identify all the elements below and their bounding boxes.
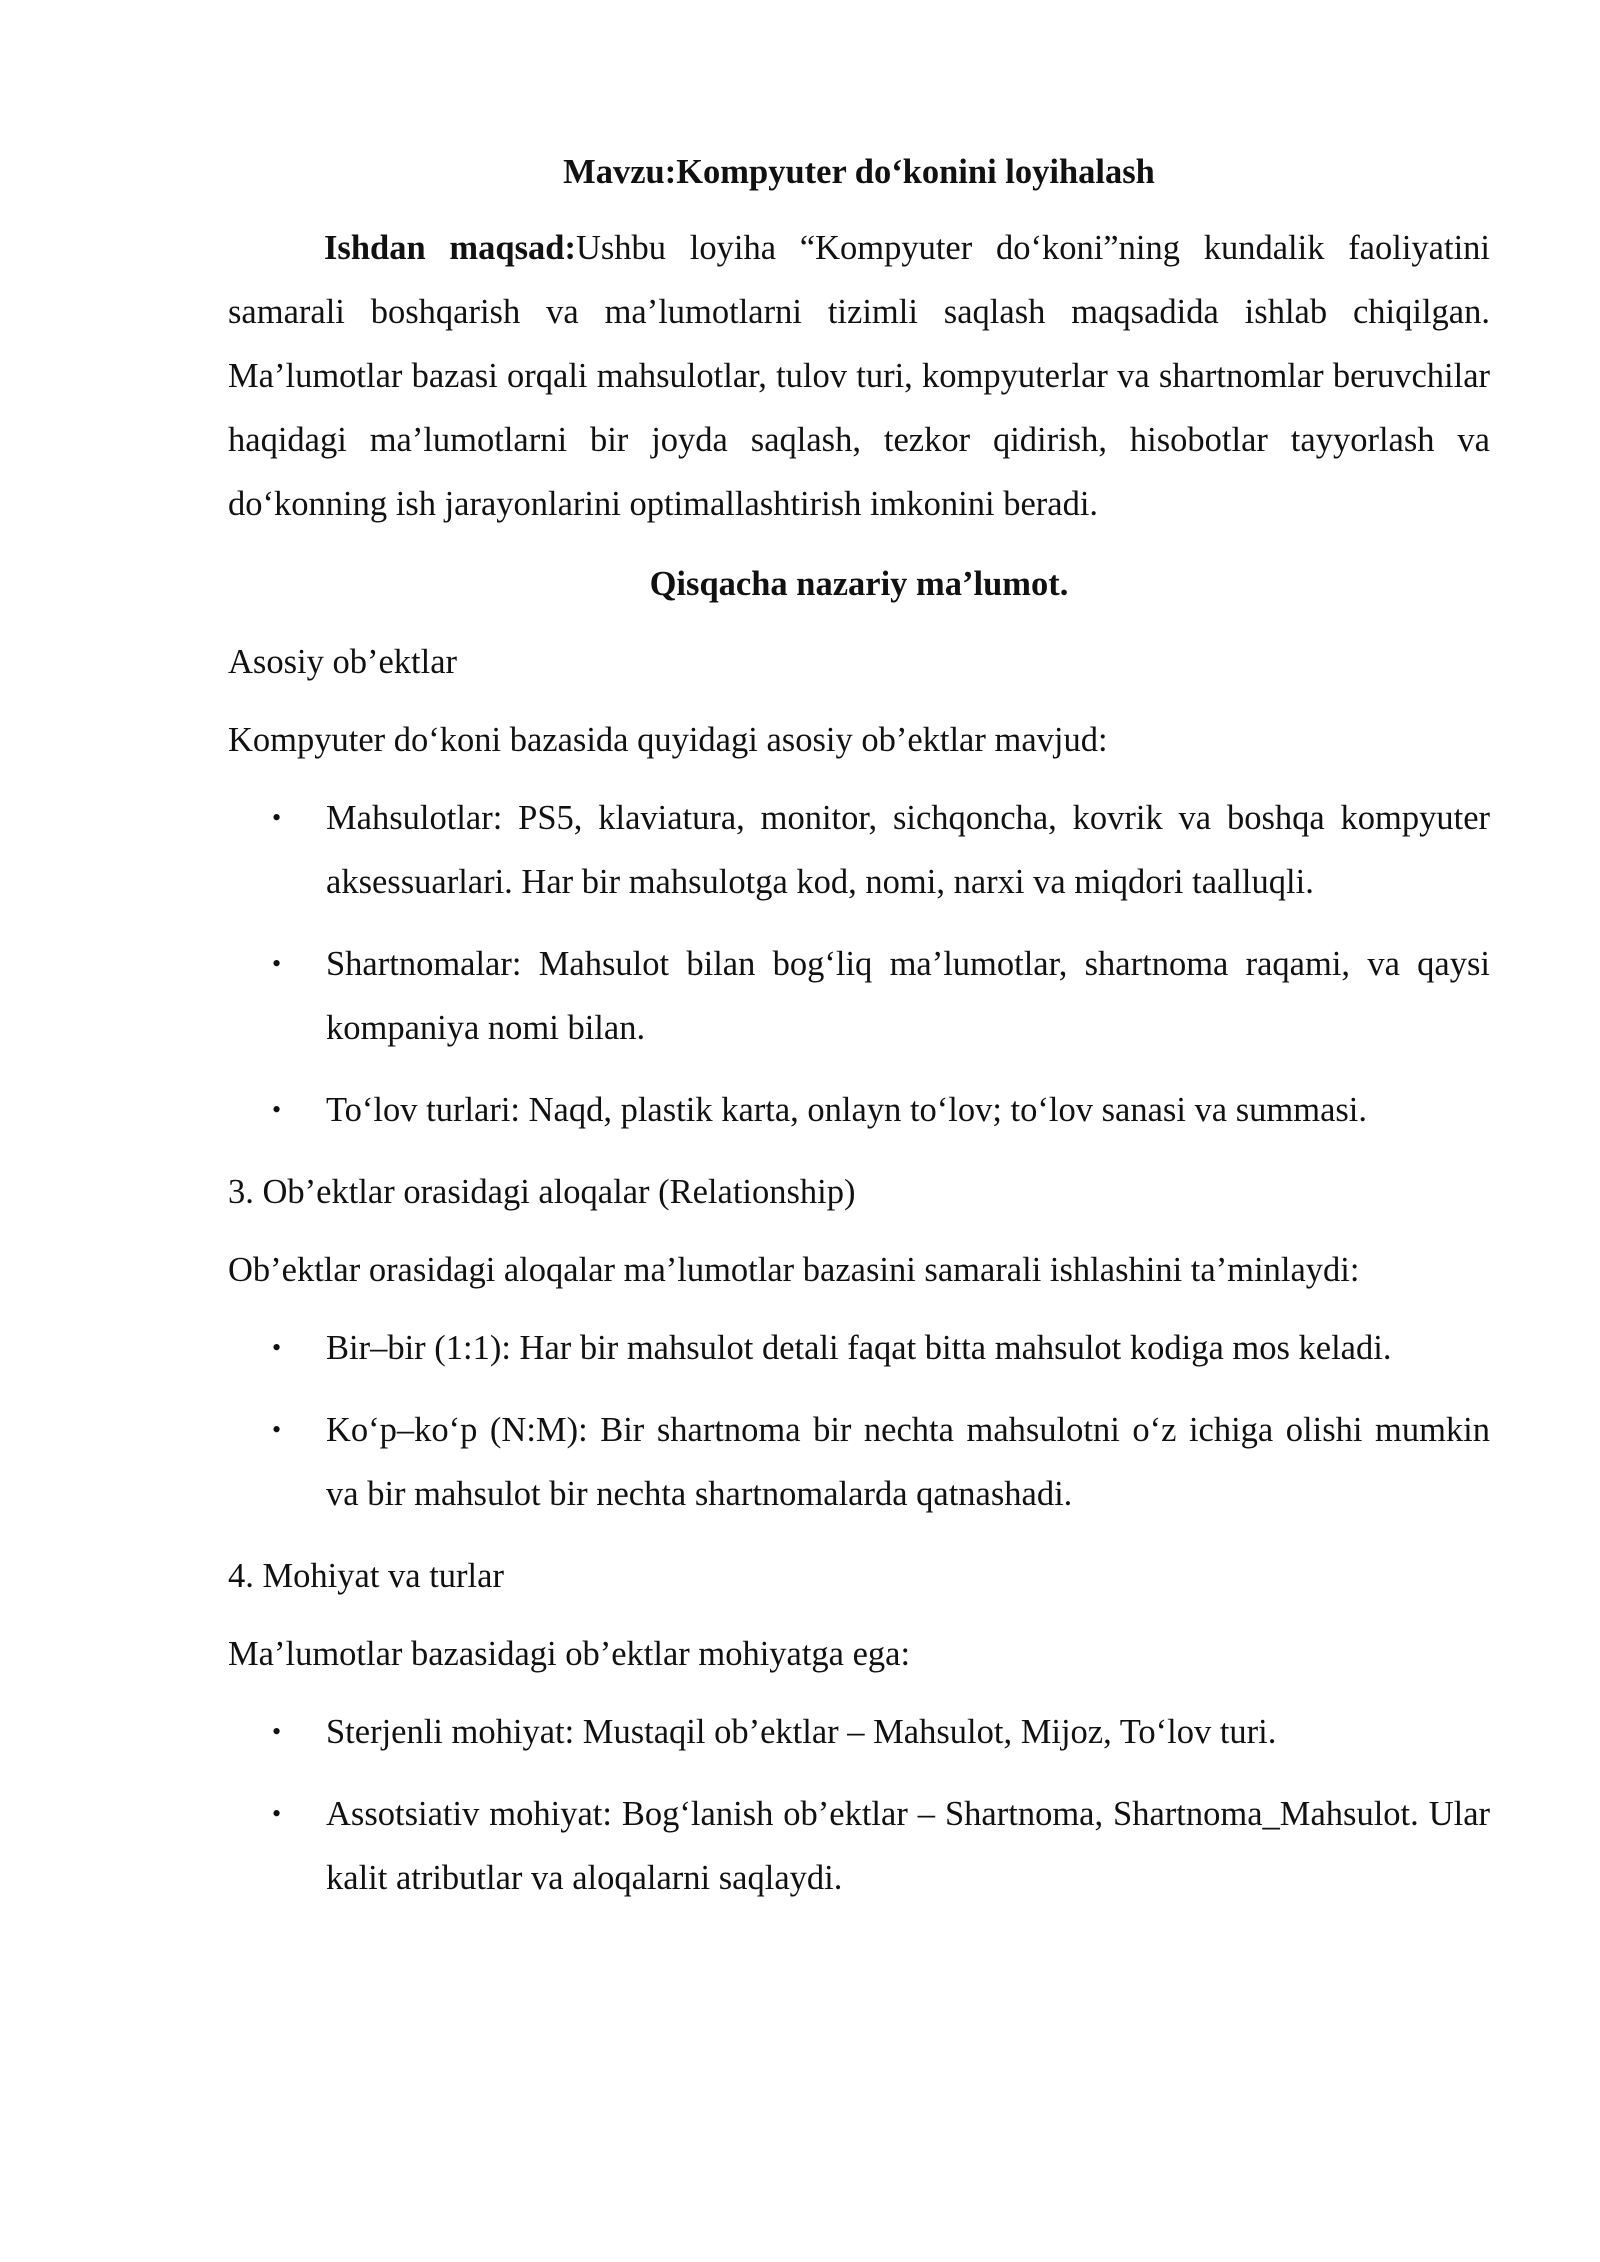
section4-bullet-list (228, 1700, 1490, 1910)
bullet-icon: • (272, 1095, 282, 1124)
section3-bullet-list (228, 1316, 1490, 1526)
intro-label: Ishdan maqsad: (324, 229, 576, 267)
list-item-text: Bir–bir (1:1): Har bir mahsulot detali faqat bitta mahsulot kodiga mos keladi. (326, 1329, 1392, 1367)
list-item-text: Assotsiativ mohiyat: Bog‘lanish ob’ektlar – Shartnoma, Shartnoma_Mahsulot. Ular kalit atributlar va aloqalarni saqlaydi. (326, 1795, 1490, 1897)
section4-heading: 4. Mohiyat va turlar (228, 1557, 504, 1595)
list-item (272, 1078, 1490, 1142)
list-item (272, 786, 1490, 914)
list-item-text: Sterjenli mohiyat: Mustaqil ob’ektlar – Mahsulot, Mijoz, To‘lov turi. (326, 1713, 1277, 1751)
list-item (272, 1316, 1490, 1380)
list-item-text: Ko‘p–ko‘p (N:M): Bir shartnoma bir nechta mahsulotni o‘z ichiga olishi mumkin va bir mahsulot bir nechta shartnomalarda qatnashadi. (326, 1411, 1490, 1513)
bullet-icon: • (272, 1799, 282, 1828)
list-item (272, 1782, 1490, 1910)
list-item (272, 932, 1490, 1060)
list-item (272, 1398, 1490, 1526)
list-item-text: To‘lov turlari: Naqd, plastik karta, onlayn to‘lov; to‘lov sanasi va summasi. (326, 1091, 1368, 1129)
intro-paragraph (228, 216, 1490, 536)
list-item-text: Mahsulotlar: PS5, klaviatura, monitor, sichqoncha, kovrik va boshqa kompyuter aksessuarlari. Har bir mahsulotga kod, nomi, narxi va miqdori taalluqli. (326, 799, 1490, 901)
bullet-icon: • (272, 1333, 282, 1362)
section1-lead: Kompyuter do‘koni bazasida quyidagi asosiy ob’ektlar mavjud: (228, 721, 1108, 759)
section-subtitle: Qisqacha nazariy ma’lumot. (649, 565, 1069, 603)
intro-text: Ushbu loyiha “Kompyuter do‘koni”ning kundalik faoliyatini samarali boshqarish va ma’lumotlarni tizimli saqlash maqsadida ishlab chiqilgan. Ma’lumotlar bazasi orqali mahsulotlar, tulov turi, kompyuterlar va shartnomlar beruvchilar haqidagi ma’lumotlarni bir joyda saqlash, tezkor qidirish, hisobotlar tayyorlash va do‘konning ish jarayonlarini optimallashtirish imkonini beradi. (228, 229, 1490, 523)
bullet-icon: • (272, 949, 282, 978)
section3-heading: 3. Ob’ektlar orasidagi aloqalar (Relationship) (228, 1173, 856, 1211)
list-item-text: Shartnomalar: Mahsulot bilan bog‘liq ma’lumotlar, shartnoma raqami, va qaysi kompaniya nomi bilan. (326, 945, 1490, 1047)
section1-bullet-list (228, 786, 1490, 1142)
section3-lead: Ob’ektlar orasidagi aloqalar ma’lumotlar bazasini samarali ishlashini ta’minlaydi: (228, 1251, 1360, 1289)
section1-heading: Asosiy ob’ektlar (228, 643, 458, 681)
list-item (272, 1700, 1490, 1764)
document-title: Mavzu:Kompyuter do‘konini loyihalash (563, 153, 1155, 191)
section4-lead: Ma’lumotlar bazasidagi ob’ektlar mohiyatga ega: (228, 1635, 911, 1673)
bullet-icon: • (272, 803, 282, 832)
bullet-icon: • (272, 1415, 282, 1444)
bullet-icon: • (272, 1717, 282, 1746)
